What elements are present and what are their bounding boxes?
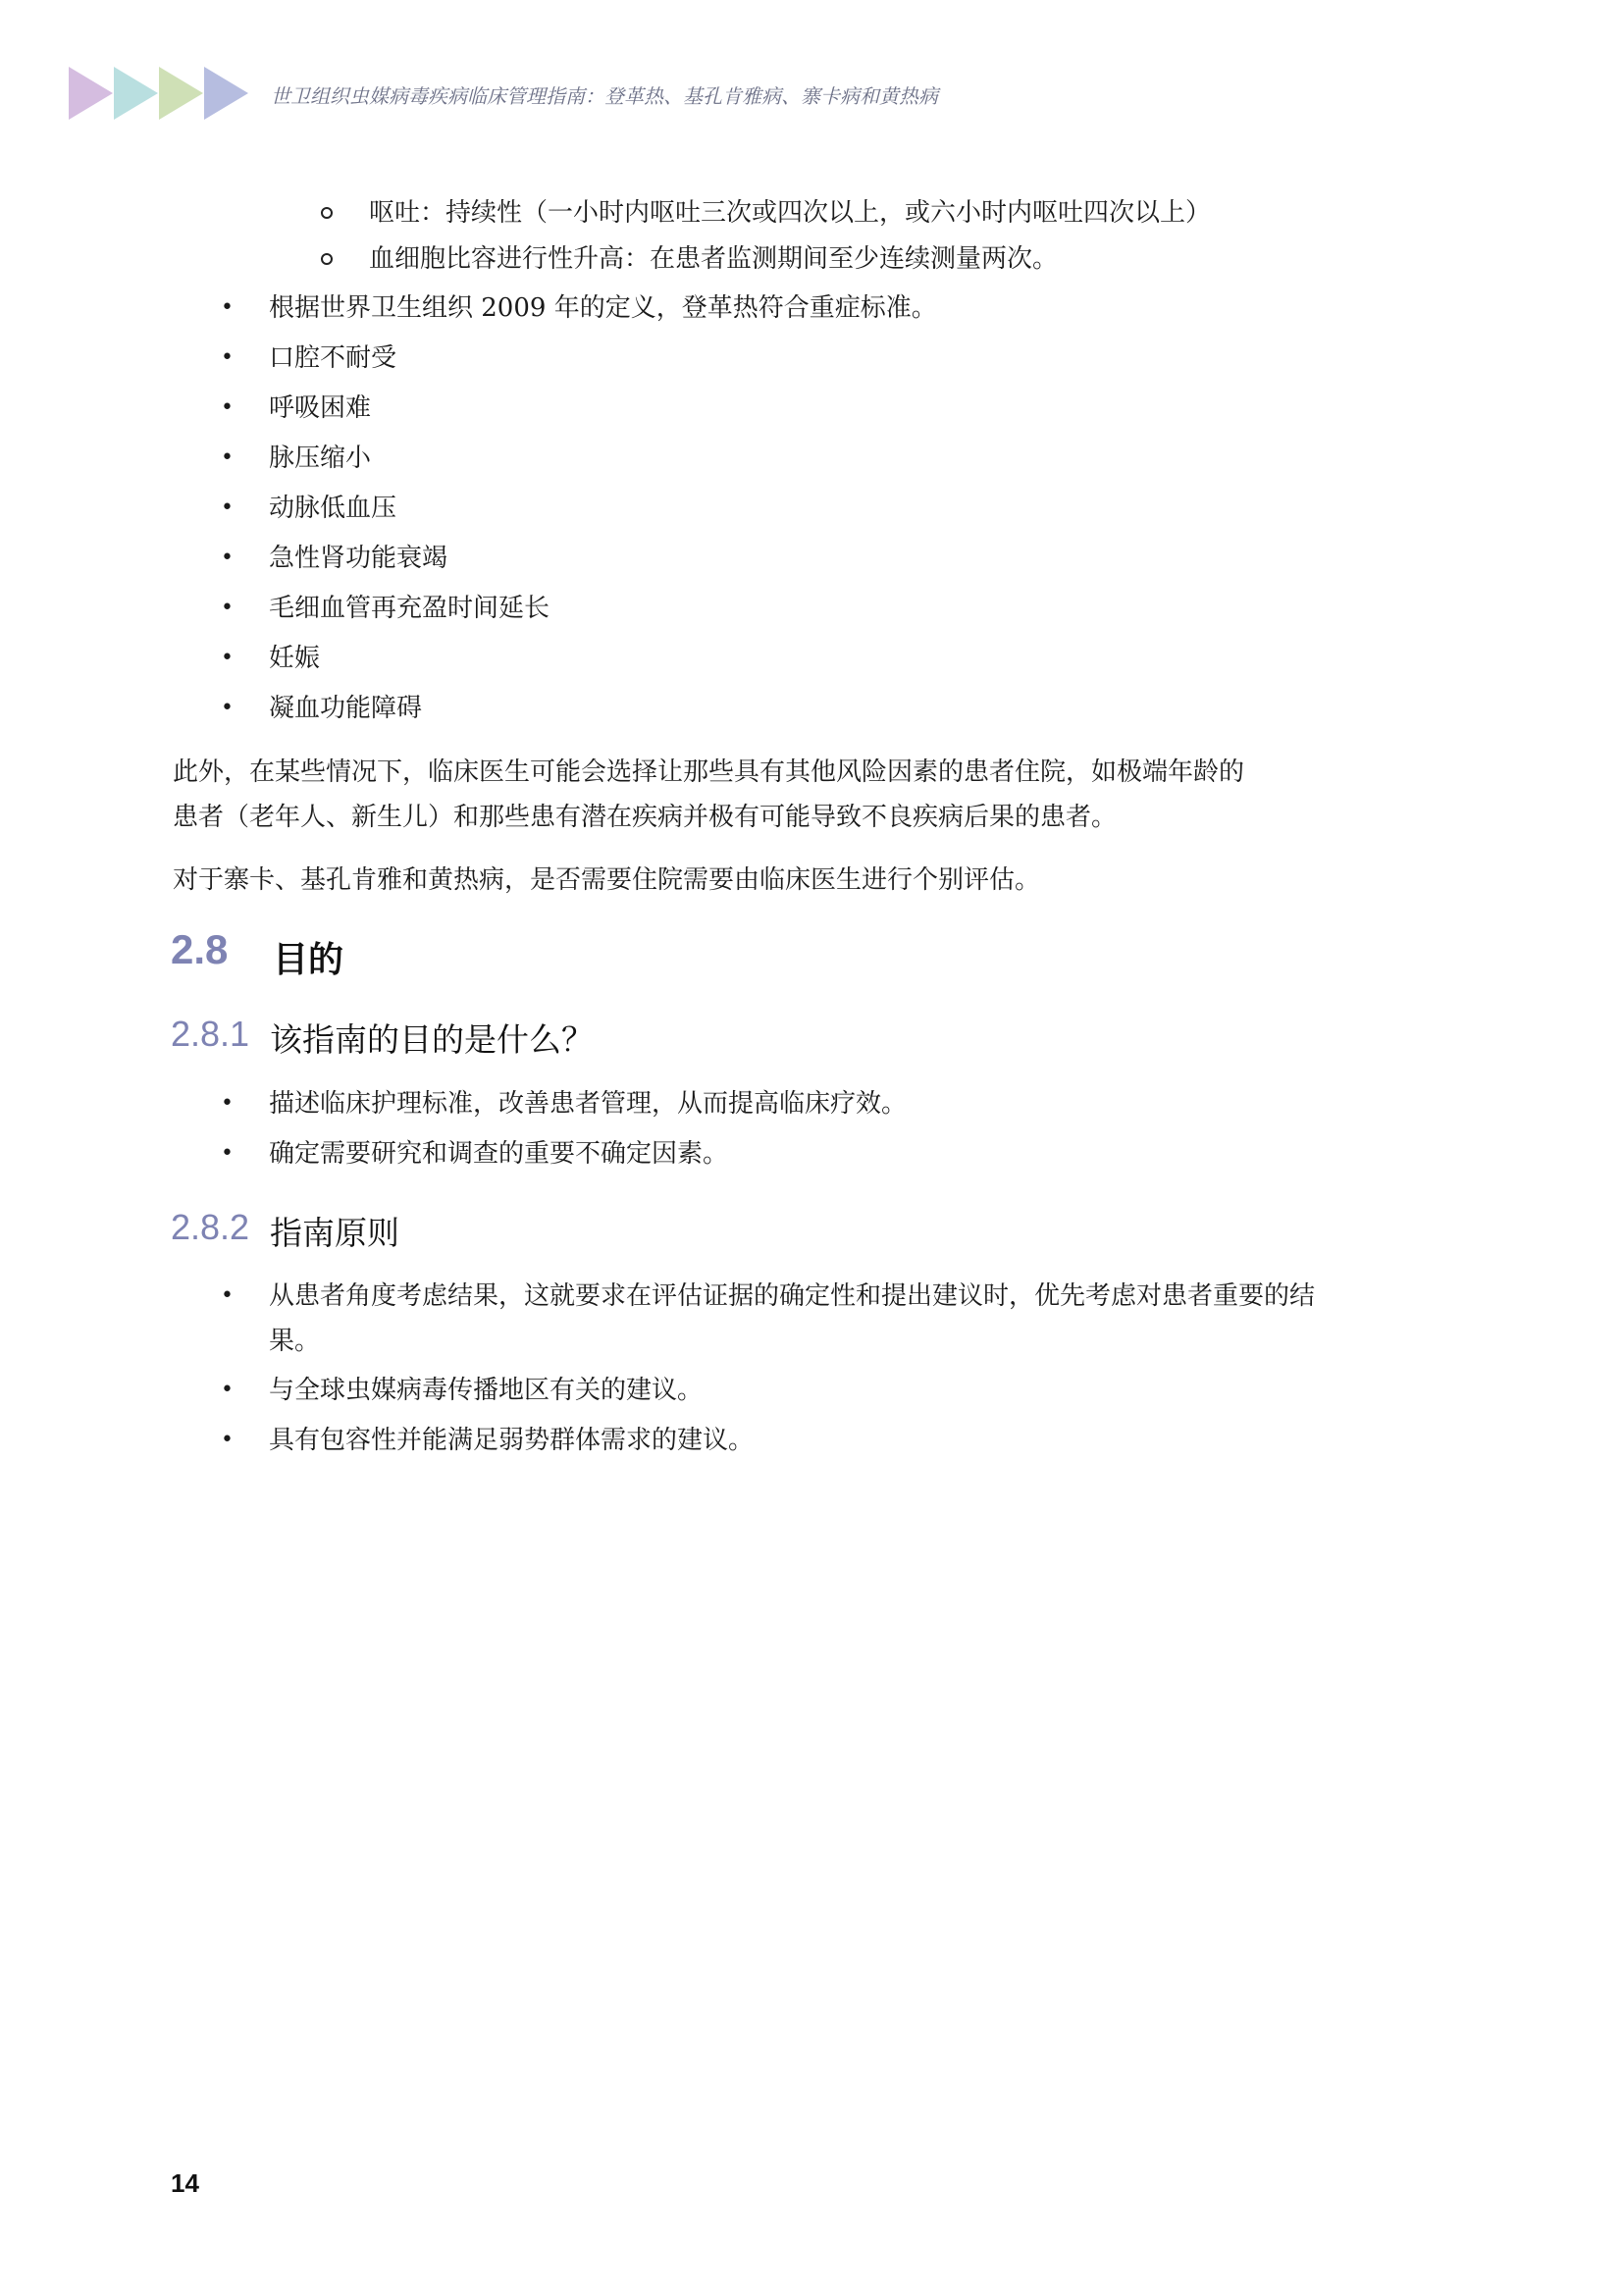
list-item: 与全球虫媒病毒传播地区有关的建议。 <box>269 1376 704 1405</box>
list-item: 呼吸困难 <box>269 393 372 423</box>
list-item: 动脉低血压 <box>269 494 397 523</box>
ring-bullet-icon <box>321 207 333 219</box>
list-item: 凝血功能障碍 <box>269 694 423 723</box>
list-item: 毛细血管再充盈时间延长 <box>269 594 550 623</box>
list-item: 根据世界卫生组织 2009 年的定义，登革热符合重症标准。 <box>269 293 937 323</box>
list-item: 口腔不耐受 <box>269 343 397 373</box>
paragraph-line: 此外，在某些情况下，临床医生可能会选择让那些具有其他风险因素的患者住院，如极端年龄的 <box>173 757 1245 787</box>
header-triangle-icon <box>159 67 203 120</box>
sub-item: 呕吐：持续性（一小时内呕吐三次或四次以上，或六小时内呕吐四次以上） <box>369 198 1212 228</box>
bullet-icon: • <box>221 1091 234 1116</box>
bullet-icon: • <box>221 1378 234 1402</box>
bullet-icon: • <box>221 696 234 720</box>
header-triangle-icon <box>204 67 248 120</box>
bullet-icon: • <box>221 1283 234 1308</box>
running-title: 世卫组织虫媒病毒疾病临床管理指南：登革热、基孔肯雅病、寨卡病和黄热病 <box>271 84 938 108</box>
bullet-icon: • <box>221 445 234 470</box>
header-triangle-icon <box>69 67 113 120</box>
page-number: 14 <box>171 2168 199 2198</box>
paragraph: 对于寨卡、基孔肯雅和黄热病，是否需要住院需要由临床医生进行个别评估。 <box>173 865 1041 895</box>
bullet-icon: • <box>221 1141 234 1166</box>
list-item: 具有包容性并能满足弱势群体需求的建议。 <box>269 1426 755 1455</box>
list-item: 确定需要研究和调查的重要不确定因素。 <box>269 1139 729 1169</box>
bullet-icon: • <box>221 1428 234 1452</box>
ring-bullet-icon <box>321 253 333 265</box>
list-item: 从患者角度考虑结果，这就要求在评估证据的确定性和提出建议时，优先考虑对患者重要的结 <box>269 1281 1316 1311</box>
list-item: 急性肾功能衰竭 <box>269 544 448 573</box>
header-triangle-icon <box>114 67 158 120</box>
section-title: 目的 <box>273 939 344 980</box>
list-item: 妊娠 <box>269 644 321 673</box>
bullet-icon: • <box>221 345 234 370</box>
page-header <box>69 67 1541 120</box>
subsection-number: 2.8.2 <box>171 1207 250 1247</box>
list-item: 脉压缩小 <box>269 444 372 473</box>
subsection-title: 指南原则 <box>270 1214 399 1252</box>
bullet-icon: • <box>221 546 234 570</box>
list-item-continuation: 果。 <box>269 1327 321 1356</box>
bullet-icon: • <box>221 295 234 320</box>
list-item: 描述临床护理标准，改善患者管理，从而提高临床疗效。 <box>269 1089 908 1119</box>
section-number: 2.8 <box>171 926 229 972</box>
subsection-number: 2.8.1 <box>171 1014 250 1054</box>
subsection-title: 该指南的目的是什么？ <box>270 1020 594 1059</box>
bullet-icon: • <box>221 646 234 670</box>
paragraph-line: 患者（老年人、新生儿）和那些患有潜在疾病并极有可能导致不良疾病后果的患者。 <box>173 803 1118 832</box>
bullet-icon: • <box>221 496 234 520</box>
bullet-icon: • <box>221 395 234 420</box>
sub-item: 血细胞比容进行性升高：在患者监测期间至少连续测量两次。 <box>369 244 1059 274</box>
bullet-icon: • <box>221 596 234 620</box>
